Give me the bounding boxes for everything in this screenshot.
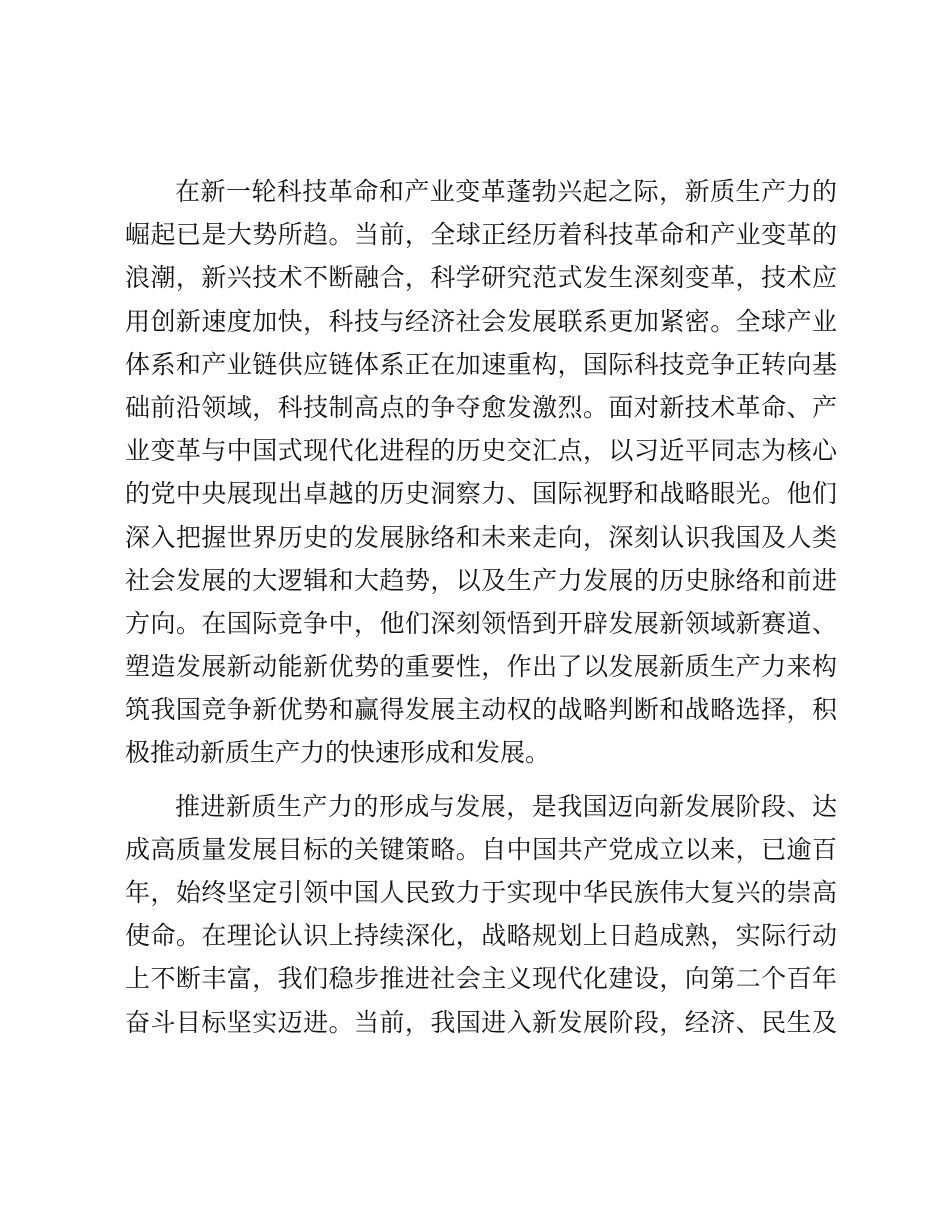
text-line: 础前沿领域，科技制高点的争夺愈发激烈。面对新技术革命、产 (125, 392, 837, 422)
text-line: 使命。在理论认识上持续深化，战略规划上日趋成熟，实际行动 (125, 921, 837, 951)
text-line: 在新一轮科技革命和产业变革蓬勃兴起之际，新质生产力的 (175, 177, 837, 206)
document-body (125, 170, 837, 1044)
paragraph-1 (125, 170, 837, 775)
text-line: 筑我国竞争新优势和赢得发展主动权的战略判断和战略选择，积 (125, 695, 837, 725)
text-line: 的党中央展现出卓越的历史洞察力、国际视野和战略眼光。他们 (125, 479, 837, 509)
text-line: 崛起已是大势所趋。当前，全球正经历着科技革命和产业变革的 (125, 220, 837, 250)
text-line: 业变革与中国式现代化进程的历史交汇点，以习近平同志为核心 (125, 436, 837, 466)
text-line: 奋斗目标坚实迈进。当前，我国进入新发展阶段，经济、民生及 (125, 1007, 837, 1037)
paragraph-2 (125, 785, 837, 1044)
text-line: 用创新速度加快，科技与经济社会发展联系更加紧密。全球产业 (125, 306, 837, 336)
text-line: 成高质量发展目标的关键策略。自中国共产党成立以来，已逾百 (125, 834, 837, 864)
text-line: 方向。在国际竞争中，他们深刻领悟到开辟发展新领域新赛道、 (125, 608, 837, 638)
text-line: 浪潮，新兴技术不断融合，科学研究范式发生深刻变革，技术应 (125, 263, 837, 293)
text-line: 社会发展的大逻辑和大趋势，以及生产力发展的历史脉络和前进 (125, 565, 837, 595)
text-line: 极推动新质生产力的快速形成和发展。 (125, 738, 551, 768)
text-line: 上不断丰富，我们稳步推进社会主义现代化建设，向第二个百年 (125, 964, 837, 994)
paragraph-spacer (125, 775, 837, 785)
text-line: 年，始终坚定引领中国人民致力于实现中华民族伟大复兴的崇高 (125, 878, 837, 907)
text-line: 塑造发展新动能新优势的重要性，作出了以发展新质生产力来构 (125, 652, 837, 682)
text-line: 深入把握世界历史的发展脉络和未来走向，深刻认识我国及人类 (125, 522, 837, 552)
text-line: 体系和产业链供应链体系正在加速重构，国际科技竞争正转向基 (125, 349, 837, 379)
text-line: 推进新质生产力的形成与发展，是我国迈向新发展阶段、达 (175, 791, 837, 821)
